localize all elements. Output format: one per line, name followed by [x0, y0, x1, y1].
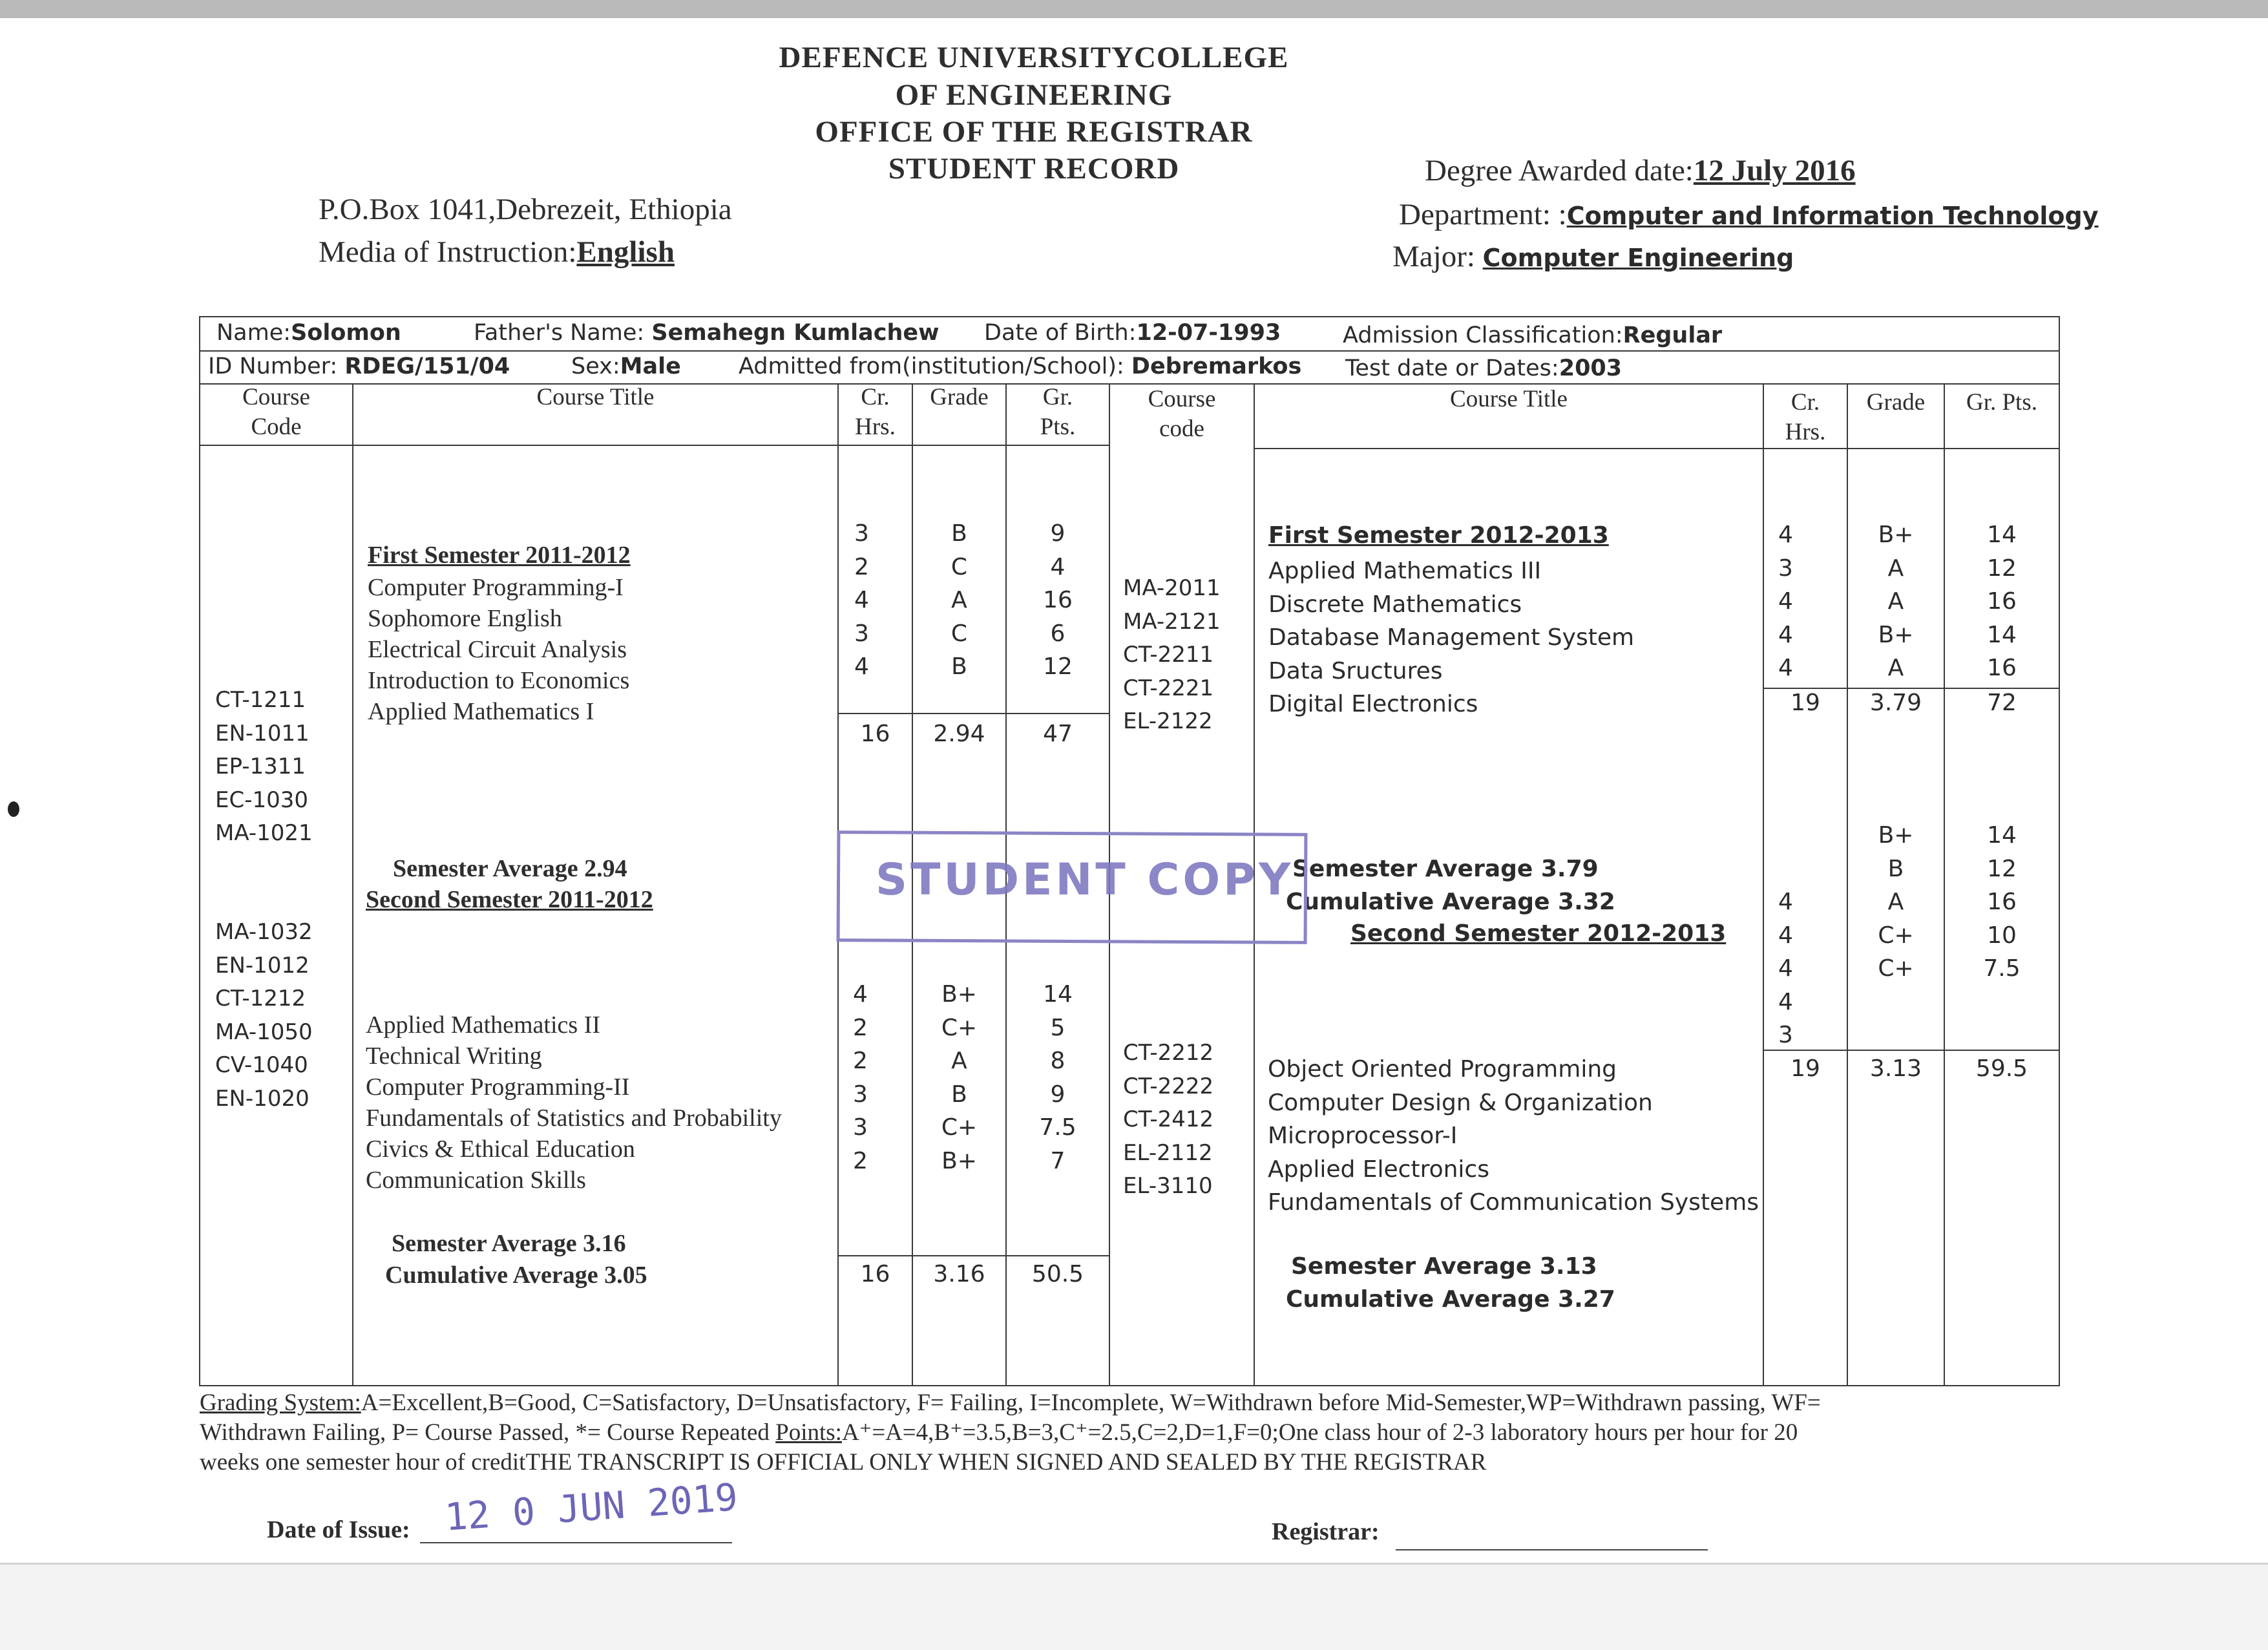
grade-points: 7.5 — [1983, 955, 2021, 982]
right-sem1-total-grade: 3.79 — [1869, 690, 1922, 716]
credit-hours: 4 — [1778, 588, 1793, 615]
course-title: Electrical Circuit Analysis — [368, 636, 627, 663]
scan-artifact-dot — [8, 801, 19, 817]
grade: B — [951, 653, 967, 680]
father-label: Father's Name: — [474, 320, 652, 346]
course-title: Fundamentals of Statistics and Probability — [366, 1105, 782, 1132]
left-sem2-cumulative: Cumulative Average 3.05 — [385, 1262, 647, 1289]
course-code: EN-1011 — [215, 720, 310, 746]
id-value: RDEG/151/04 — [344, 354, 510, 379]
right-sem2-credit-hours — [1778, 885, 1793, 1052]
header-line-1: DEFENCE UNIVERSITYCOLLEGE — [779, 41, 1289, 74]
right-sem1-cumulative: Cumulative Average 3.32 — [1286, 889, 1615, 915]
col-header-text: code — [1159, 416, 1204, 442]
left-sem2-titles — [366, 1010, 782, 1196]
course-title: Microprocessor-I — [1268, 1123, 1458, 1149]
right-sem2-titles — [1268, 1053, 1759, 1220]
media-value: English — [576, 235, 675, 269]
sex-label: Sex: — [571, 354, 620, 379]
right-sem2-total-pts: 59.5 — [1975, 1055, 2028, 1082]
student-name: Solomon — [291, 320, 401, 346]
course-title: Computer Programming-I — [368, 574, 624, 601]
media-of-instruction — [319, 235, 675, 270]
grade-points: 16 — [1987, 889, 2017, 915]
credit-hours: 4 — [1778, 955, 1793, 982]
test-label: Test date or Dates: — [1345, 355, 1559, 381]
col-header-cr-hrs — [839, 383, 912, 442]
grade: B — [1887, 855, 1904, 882]
course-title: Sophomore English — [368, 605, 562, 632]
left-sem1-total-cr: 16 — [860, 721, 890, 747]
course-code: EL-3110 — [1123, 1173, 1213, 1199]
credit-hours: 2 — [854, 553, 869, 580]
major — [1392, 239, 1794, 274]
col-header-right-course-code — [1110, 385, 1254, 444]
grade: A — [1887, 555, 1904, 582]
credit-hours: 4 — [1778, 522, 1793, 548]
grading-system-text: A=Excellent,B=Good, C=Satisfactory, D=Unsatisfactory, F= Failing, I=Incomplete, W=Withdrawn before Mid-Semester,WP=Withdrawn passing, WF= — [361, 1390, 1821, 1416]
course-code: MA-1050 — [215, 1019, 313, 1045]
grade: C+ — [1878, 955, 1914, 982]
right-sem1-codes — [1123, 572, 1221, 739]
department — [1399, 197, 2098, 232]
grade: C — [950, 553, 968, 580]
course-code: EL-2112 — [1123, 1139, 1213, 1166]
grade-points: 12 — [1987, 855, 2017, 882]
course-code: CV-1040 — [215, 1052, 308, 1078]
grade-points: 4 — [1050, 553, 1066, 580]
course-code: EN-1012 — [215, 952, 310, 978]
right-sem1-total-cr: 19 — [1790, 690, 1820, 716]
admission-label: Admission Classification: — [1343, 323, 1623, 348]
credit-hours: 4 — [1778, 889, 1793, 915]
grade: B+ — [1878, 522, 1914, 548]
course-title: Fundamentals of Communication Systems — [1268, 1189, 1759, 1216]
col-header-right-grade: Grade — [1866, 389, 1926, 416]
right-sem1-average: Semester Average 3.79 — [1292, 856, 1599, 882]
points-text: A⁺=A=4,B⁺=3.5,B=3,C⁺=2.5,C=2,D=1,F=0;One class hour of 2-3 laboratory hours per hour for 20 — [841, 1419, 1798, 1446]
course-title: Applied Mathematics I — [368, 698, 594, 725]
course-title: Object Oriented Programming — [1268, 1056, 1617, 1083]
table-border-left — [199, 316, 200, 1386]
course-title: Civics & Ethical Education — [366, 1136, 635, 1163]
grade-points: 16 — [1987, 655, 2017, 681]
address: P.O.Box 1041,Debrezeit, Ethiopia — [319, 193, 732, 226]
credit-hours: 4 — [854, 587, 869, 613]
grade: B+ — [1878, 822, 1914, 849]
col-header-text: Course — [242, 384, 310, 410]
credit-hours: 4 — [1778, 655, 1793, 681]
degree-label: Degree Awarded date: — [1425, 154, 1694, 187]
credit-hours: 3 — [853, 1081, 868, 1108]
admission-classification — [1343, 319, 1722, 353]
grading-line2-text: Withdrawn Failing, P= Course Passed, *= Course Repeated — [200, 1419, 776, 1446]
right-sem2-average: Semester Average 3.13 — [1291, 1253, 1597, 1280]
left-sem2-total-pts: 50.5 — [1031, 1261, 1084, 1287]
col-divider-code — [352, 383, 353, 1386]
left-sem2-total-grade: 3.16 — [933, 1261, 985, 1287]
grade: B+ — [941, 1147, 977, 1174]
right-sem2-grades — [1848, 819, 1944, 986]
grade: C+ — [1878, 922, 1914, 949]
grade: C+ — [941, 1114, 978, 1141]
credit-hours: 2 — [853, 1014, 868, 1041]
admission-value: Regular — [1622, 323, 1723, 348]
col-header-text: Pts. — [1040, 414, 1076, 440]
grade-points: 14 — [1987, 822, 2017, 849]
right-sem2-heading: Second Semester 2012-2013 — [1350, 920, 1727, 947]
col-header-text: Cr. — [861, 384, 890, 410]
course-code: CT-2412 — [1123, 1106, 1214, 1132]
grade-points: 14 — [1987, 522, 2017, 548]
grade-points: 7.5 — [1039, 1114, 1076, 1141]
dob-value: 12-07-1993 — [1136, 320, 1281, 346]
left-sem2-total-cr: 16 — [860, 1261, 890, 1287]
degree-awarded — [1425, 153, 1856, 188]
col-divider-rtitle — [1763, 383, 1764, 1386]
course-code: CT-2211 — [1123, 642, 1214, 668]
registrar-signature-line — [1396, 1549, 1708, 1550]
col-header-gr-pts — [1007, 383, 1109, 442]
admitted-from — [739, 350, 1301, 383]
father-name — [474, 316, 939, 350]
grade: A — [951, 1048, 967, 1074]
credit-hours: 3 — [1778, 555, 1793, 582]
grade-points: 12 — [1043, 653, 1073, 680]
grade: A — [1887, 588, 1904, 615]
sex — [571, 350, 681, 383]
admitted-value: Debremarkos — [1131, 354, 1302, 379]
course-code: CT-2222 — [1123, 1073, 1214, 1099]
credit-hours: 2 — [853, 1048, 868, 1074]
id-label: ID Number: — [208, 354, 345, 379]
grade-points: 9 — [1050, 1081, 1066, 1108]
left-sem1-average: Semester Average 2.94 — [393, 855, 627, 882]
date-of-issue-label: Date of Issue: — [267, 1516, 410, 1543]
grade-points: 6 — [1050, 620, 1066, 647]
col-header-right-gr-pts: Gr. Pts. — [1966, 389, 2037, 416]
col-header-text: Course — [1148, 386, 1216, 412]
sex-value: Male — [620, 354, 681, 379]
course-title: Applied Mathematics III — [1268, 558, 1542, 584]
date-of-issue-stamp: 12 0 JUN 2019 — [443, 1475, 739, 1539]
name-label: Name: — [216, 320, 291, 346]
course-title: Computer Design & Organization — [1268, 1089, 1653, 1116]
course-title: Applied Mathematics II — [366, 1011, 601, 1039]
degree-value: 12 July 2016 — [1693, 154, 1856, 187]
grade: A — [951, 587, 967, 613]
course-title: Data Sructures — [1268, 657, 1443, 684]
grade-points: 14 — [1043, 981, 1073, 1008]
grade: A — [1887, 889, 1904, 915]
department-label: Department: : — [1399, 198, 1567, 231]
left-sem1-grades — [913, 517, 1005, 684]
date-of-issue-line — [420, 1542, 732, 1543]
credit-hours: 4 — [854, 653, 869, 680]
credit-hours: 4 — [1778, 988, 1793, 1015]
course-code: CT-2212 — [1123, 1040, 1214, 1066]
col-header-text: Code — [251, 414, 302, 440]
course-code: MA-1021 — [215, 820, 313, 846]
col-header-text: Gr. — [1042, 384, 1073, 410]
header-line-2: OF ENGINEERING — [895, 78, 1173, 112]
col-header-course-title: Course Title — [536, 384, 655, 410]
credit-hours: 3 — [1778, 1022, 1793, 1048]
grading-system-line-2 — [200, 1418, 1798, 1448]
grade-points: 14 — [1987, 621, 2017, 648]
right-sem1-credit-hours — [1778, 518, 1793, 685]
left-sem1-codes — [215, 684, 313, 851]
course-title: Introduction to Economics — [368, 667, 630, 694]
subtotal-line-left-1 — [837, 713, 1110, 714]
major-label: Major: — [1392, 240, 1483, 273]
table-border-right — [2059, 316, 2060, 1386]
course-title: Digital Electronics — [1268, 691, 1478, 717]
col-header-right-cr-hrs — [1764, 388, 1847, 447]
father-value: Semahegn Kumlachew — [651, 320, 940, 346]
right-sem1-heading: First Semester 2012-2013 — [1268, 522, 1609, 549]
course-code: EC-1030 — [215, 787, 309, 813]
grading-system-line-3: weeks one semester hour of creditTHE TRANSCRIPT IS OFFICIAL ONLY WHEN SIGNED AND SEALED BY THE REGISTRAR — [200, 1449, 1487, 1475]
grade-points: 10 — [1987, 922, 2017, 949]
grade: B+ — [941, 981, 977, 1008]
grade-points: 9 — [1050, 520, 1066, 547]
grade-points: 12 — [1987, 555, 2017, 582]
test-date — [1345, 352, 1622, 385]
course-code: CT-2221 — [1123, 675, 1214, 701]
table-line-colhead-left — [199, 445, 1109, 446]
grading-system-line-1 — [200, 1388, 1821, 1418]
left-sem2-points — [1007, 978, 1109, 1178]
right-sem1-titles — [1268, 555, 1634, 721]
credit-hours: 3 — [854, 520, 869, 547]
table-line-colhead-right — [1254, 448, 2060, 449]
course-title: Communication Skills — [366, 1167, 586, 1194]
col-header-course-code — [200, 383, 352, 442]
credit-hours: 4 — [853, 981, 868, 1008]
header-line-4: STUDENT RECORD — [888, 152, 1180, 185]
course-code: EL-2122 — [1123, 708, 1213, 734]
left-sem1-points — [1007, 517, 1109, 684]
grade-points: 16 — [1043, 587, 1073, 613]
col-header-text: Cr. — [1790, 389, 1820, 416]
grade: C — [950, 620, 968, 647]
grade: C+ — [941, 1014, 978, 1041]
points-label: Points: — [775, 1419, 842, 1446]
col-header-text: Hrs. — [1785, 419, 1826, 445]
left-sem1-credit-hours — [854, 517, 869, 684]
scan-top-band — [0, 0, 2268, 18]
course-code: CT-1211 — [215, 687, 306, 713]
left-sem2-average: Semester Average 3.16 — [392, 1230, 626, 1257]
left-sem1-heading: First Semester 2011-2012 — [368, 542, 631, 569]
test-value: 2003 — [1559, 355, 1622, 381]
header-line-3: OFFICE OF THE REGISTRAR — [815, 115, 1253, 149]
credit-hours: 3 — [853, 1114, 868, 1141]
col-header-text: Hrs. — [855, 414, 896, 440]
right-sem1-grades — [1848, 518, 1944, 685]
grade-points: 8 — [1050, 1048, 1066, 1074]
right-sem2-codes — [1123, 1037, 1213, 1203]
course-title: Applied Electronics — [1268, 1156, 1489, 1183]
col-header-grade: Grade — [930, 384, 989, 410]
scan-bottom-edge — [0, 1563, 2268, 1650]
credit-hours: 2 — [853, 1147, 868, 1174]
course-title: Computer Programming-II — [366, 1074, 630, 1101]
course-code: MA-1032 — [215, 919, 313, 945]
student-info-row-1 — [216, 316, 401, 350]
subtotal-line-left-2 — [837, 1255, 1110, 1256]
grade: B — [951, 1081, 967, 1108]
credit-hours: 3 — [854, 620, 869, 647]
grading-system-label: Grading System: — [200, 1390, 361, 1416]
date-of-birth — [984, 316, 1281, 350]
student-copy-stamp: STUDENT COPY — [876, 854, 1294, 905]
grade: B — [951, 520, 967, 547]
left-sem2-grades — [913, 978, 1005, 1178]
grade-points: 16 — [1987, 588, 2017, 615]
right-sem2-total-grade: 3.13 — [1869, 1055, 1922, 1082]
col-header-right-course-title: Course Title — [1450, 386, 1568, 412]
right-sem1-total-pts: 72 — [1987, 690, 2017, 716]
course-code: EP-1311 — [215, 754, 306, 779]
department-value: Computer and Information Technology — [1566, 202, 2099, 230]
left-sem1-total-grade: 2.94 — [933, 721, 985, 747]
media-label: Media of Instruction: — [319, 235, 577, 269]
right-sem1-points — [1945, 518, 2059, 685]
credit-hours: 4 — [1778, 621, 1793, 648]
left-sem1-titles — [368, 572, 629, 727]
course-code: CT-1212 — [215, 986, 306, 1011]
course-title: Discrete Mathematics — [1268, 591, 1522, 618]
right-sem2-points — [1945, 819, 2059, 986]
course-code: EN-1020 — [215, 1085, 310, 1112]
major-value: Computer Engineering — [1482, 244, 1794, 272]
table-border-bottom — [199, 1385, 2060, 1386]
course-code: MA-2121 — [1123, 608, 1221, 635]
left-sem1-total-pts: 47 — [1043, 721, 1073, 747]
subtotal-line-right-2 — [1763, 1050, 2060, 1051]
grade-points: 5 — [1050, 1014, 1066, 1041]
credit-hours: 4 — [1778, 922, 1793, 949]
grade: B+ — [1878, 621, 1914, 648]
left-sem2-credit-hours — [853, 978, 868, 1178]
course-title: Technical Writing — [366, 1042, 542, 1070]
left-sem2-heading: Second Semester 2011-2012 — [366, 886, 653, 913]
registrar-label: Registrar: — [1272, 1518, 1380, 1545]
right-sem2-cumulative: Cumulative Average 3.27 — [1286, 1286, 1615, 1313]
left-sem2-codes — [215, 916, 313, 1116]
course-title: Database Management System — [1268, 624, 1635, 651]
course-code: MA-2011 — [1123, 575, 1221, 601]
dob-label: Date of Birth: — [984, 320, 1137, 346]
grade-points: 7 — [1050, 1147, 1066, 1174]
right-sem2-total-cr: 19 — [1790, 1055, 1820, 1082]
grade: A — [1887, 655, 1904, 681]
admitted-label: Admitted from(institution/School): — [739, 354, 1131, 379]
id-number — [208, 350, 510, 383]
